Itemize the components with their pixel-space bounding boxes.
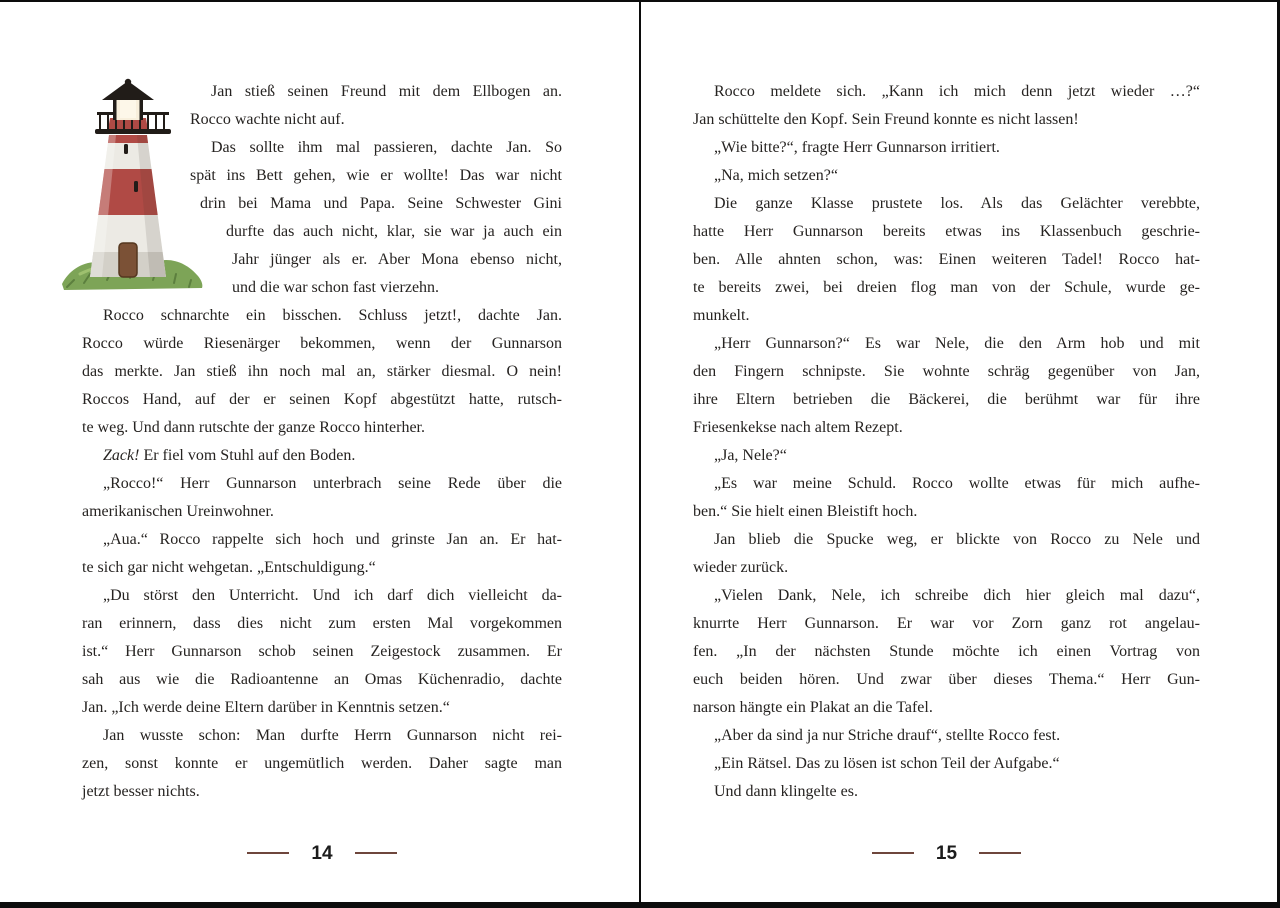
text-line: wieder zurück. [693,559,789,576]
text-line: „Rocco!“ Herr Gunnarson unterbrach seine Rede über die [103,475,562,492]
text-line: knurrte Herr Gunnarson. Er war vor Zorn ganz rot angelau- [693,615,1200,632]
text-line: ben. Alle ahnten schon, was: Einen weiteren Tadel! Rocco hat- [693,251,1200,268]
text-line: spät ins Bett gehen, wie er wollte! Das war nicht [190,167,562,184]
text-line: te sich gar nicht wehgetan. „Entschuldigung.“ [82,559,376,576]
text-line: das merkte. Jan stieß ihn noch mal an, stärker diesmal. O nein! [82,363,562,380]
text-line: Rocco schnarchte ein bisschen. Schluss jetzt!, dachte Jan. [103,307,562,324]
paragraph [693,134,1200,162]
text-line: „Aua.“ Rocco rappelte sich hoch und grinste Jan an. Er hat- [103,531,562,548]
paragraph [693,78,1200,134]
text-line: sah aus wie die Radioantenne an Omas Küchenradio, dachte [82,671,562,688]
text-line: „Aber da sind ja nur Striche drauf“, stellte Rocco fest. [714,727,1061,744]
text-line: Das sollte ihm mal passieren, dachte Jan. So [211,139,562,156]
paragraph [693,190,1200,330]
paragraph [82,582,562,722]
text-line: Jahr jünger als er. Aber Mona ebenso nicht, [232,251,562,268]
text-line: durfte das auch nicht, klar, sie war ja auch ein [226,223,562,240]
gutter-divider [639,0,641,908]
text-line: Die ganze Klasse prustete los. Als das Gelächter verebbte, [714,195,1200,212]
text-line: hatte Herr Gunnarson bereits etwas ins Klassenbuch geschrie- [693,223,1200,240]
text-line: amerikanischen Ureinwohner. [82,503,274,520]
text-line: Jan wusste schon: Man durfte Herrn Gunnarson nicht rei- [103,727,562,744]
text-line: ben.“ Sie hielt einen Bleistift hoch. [693,503,918,520]
paragraph [693,162,1200,190]
page-text [693,78,1200,806]
text-line: jetzt besser nichts. [82,783,200,800]
text-line: „Du störst den Unterricht. Und ich darf dich vielleicht da- [103,587,562,604]
paragraph [693,750,1200,778]
paragraph [82,302,562,442]
paragraph [693,470,1200,526]
paragraph [82,722,562,806]
page-number-label: 15 [935,842,958,864]
text-line: Jan stieß seinen Freund mit dem Ellbogen an. [211,83,562,100]
text-line: und die war schon fast vierzehn. [232,279,440,296]
paragraph [693,722,1200,750]
paragraph [82,442,562,470]
text-line: zen, sonst konnte er ungemütlich werden. Daher sagte man [82,755,562,772]
page-number-rule [247,852,289,854]
page-left [82,78,562,898]
text-line: „Wie bitte?“, fragte Herr Gunnarson irritiert. [714,139,1000,156]
text-line: ist.“ Herr Gunnarson schob seinen Zeigestock zusammen. Er [82,643,562,660]
text-line: Jan blieb die Spucke weg, er blickte von Rocco zu Nele und [714,531,1200,548]
text-line: te weg. Und dann rutschte der ganze Rocco hinterher. [82,419,425,436]
text-line: Jan schüttelte den Kopf. Sein Freund konnte es nicht lassen! [693,111,1079,128]
text-line: Und dann klingelte es. [714,783,858,800]
page-number-rule [872,852,914,854]
text-line: „Vielen Dank, Nele, ich schreibe dich hier gleich mal dazu“, [714,587,1200,604]
text-line: munkelt. [693,307,750,324]
text-line: euch beiden hören. Und zwar über dieses Thema.“ Herr Gun- [693,671,1200,688]
paragraph [693,526,1200,582]
paragraph [82,526,562,582]
text-line: „Ja, Nele?“ [714,447,787,464]
page-text [82,78,562,806]
text-line: „Na, mich setzen?“ [714,167,838,184]
paragraph [693,442,1200,470]
text-line: te bereits zwei, bei dreien flog man von der Schule, wurde ge- [693,279,1200,296]
text-line: drin bei Mama und Papa. Seine Schwester Gini [200,195,562,212]
paragraph [693,582,1200,722]
page-right [693,78,1200,898]
page-number-rule [979,852,1021,854]
text-line: „Ein Rätsel. Das zu lösen ist schon Teil der Aufgabe.“ [714,755,1060,772]
text-line: den Fingern schnipste. Sie wohnte schräg gegenüber von Jan, [693,363,1200,380]
paragraph [82,470,562,526]
paragraph [693,330,1200,442]
text-line: ran erinnern, dass dies nicht zum ersten Mal vorgekommen [82,615,562,632]
page-number-rule [355,852,397,854]
text-line: ihre Eltern betrieben die Bäckerei, die berühmt war für ihre [693,391,1200,408]
text-line: „Es war meine Schuld. Rocco wollte etwas für mich aufhe- [714,475,1200,492]
text-line: Zack! Er fiel vom Stuhl auf den Boden. [103,447,356,464]
text-line: narson hängte ein Plakat an die Tafel. [693,699,933,716]
text-line: Jan. „Ich werde deine Eltern darüber in Kenntnis setzen.“ [82,699,450,716]
page-number-left [82,840,562,866]
text-line: Rocco würde Riesenärger bekommen, wenn der Gunnarson [82,335,562,352]
text-line: „Herr Gunnarson?“ Es war Nele, die den Arm hob und mit [714,335,1200,352]
page-number-label: 14 [311,842,333,864]
text-line: fen. „In der nächsten Stunde möchte ich einen Vortrag von [693,643,1200,660]
text-line: Friesenkekse nach altem Rezept. [693,419,903,436]
text-line: Rocco wachte nicht auf. [190,111,345,128]
paragraph [693,778,1200,806]
text-line: Roccos Hand, auf der er seinen Kopf abgestützt hatte, rutsch- [82,391,562,408]
text-line: Rocco meldete sich. „Kann ich mich denn jetzt wieder …?“ [714,83,1200,100]
page-number-right [693,840,1200,866]
